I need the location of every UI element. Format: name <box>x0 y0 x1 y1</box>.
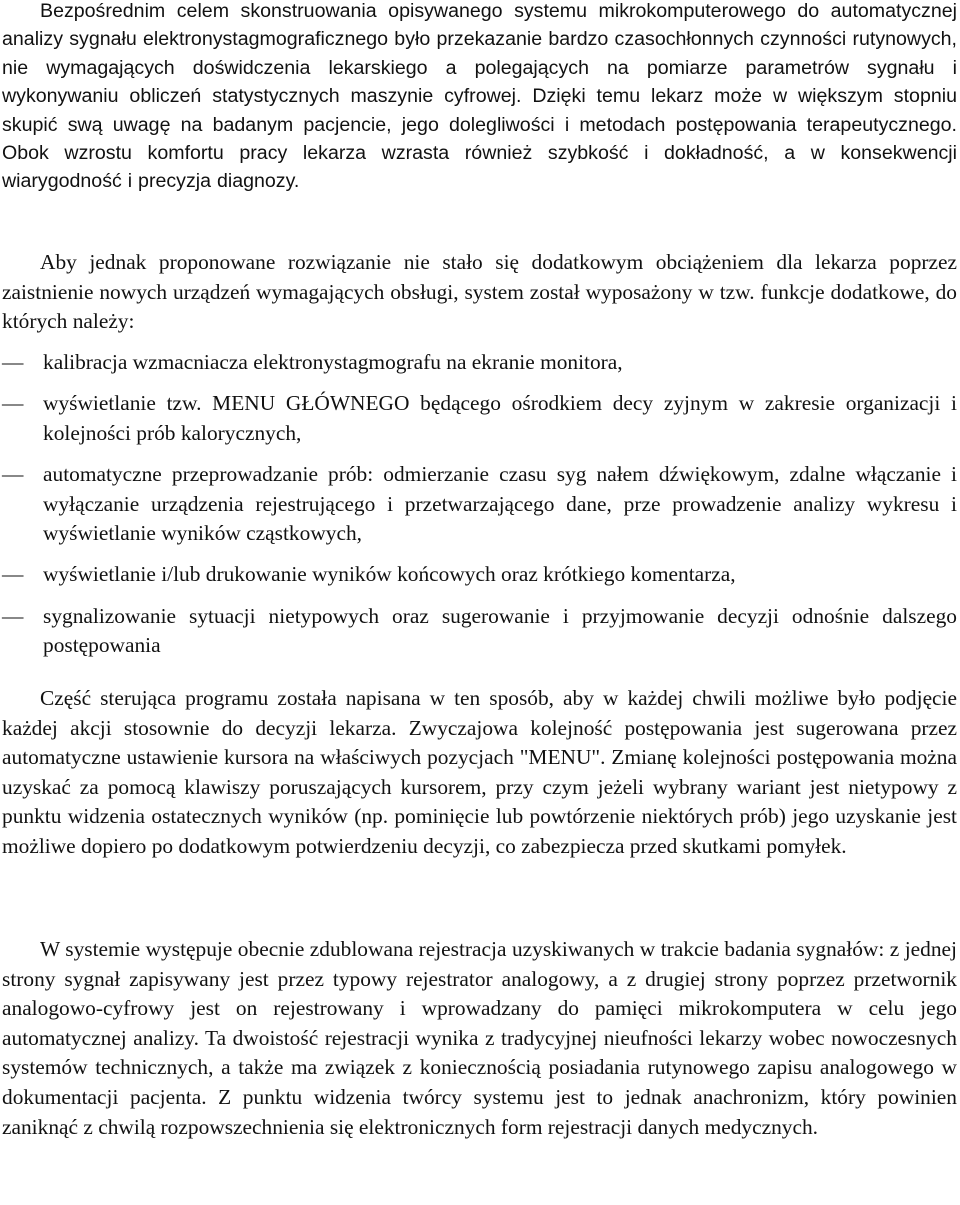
list-dash-marker: — <box>2 391 24 416</box>
list-dash-marker: — <box>2 461 24 486</box>
paragraph-intro: Bezpośrednim celem skonstruowania opisywanego systemu mikrokomputerowego do automatycznej analizy sygnału elektronystagmograficznego było przekazanie bardzo czasochłonnych czynności rutynowych, nie wymagających doświdczenia lekarskiego a polegających na pomiarze parametrów sygnału i wykonywaniu obliczeń statystycznych maszynie cyfrowej. Dzięki temu lekarz może w większym stopniu skupić swą uwagę na badanym pacjencie, jego dolegliwości i metodach postępowania terapeutycznego. Obok wzrostu komfortu pracy lekarza wzrasta również szybkość i dokładność, a w konsekwencji wiarygodność i precyzja diagnozy. <box>2 0 957 193</box>
list-dash-marker: — <box>2 350 24 374</box>
list-dash-marker: — <box>2 562 24 587</box>
list-item <box>2 560 957 590</box>
paragraph-control-program: Część sterująca programu została napisana w ten sposób, aby w każdej chwili możliwe było podjęcie każdej akcji stosownie do decyzji lekarza. Zwyczajowa kolejność postępowania jest sugerowana przez automatyczne ustawienie kursora na właściwych pozycjach "MENU". Zmianę kolejności postępowania można uzyskać za pomocą klawiszy poruszających kursorem, przy czym jeżeli wybrany wariant jest nietypowy z punktu widzenia ostatecznych wyników (np. pominięcie lub powtórzenie niektórych prób) jego uzyskanie jest możliwe dopiero po dodatkowym potwierdzeniu decyzji, co zabezpiecza przed skutkami pomyłek. <box>2 686 957 858</box>
list-item-text: wyświetlanie tzw. MENU GŁÓWNEGO będącego ośrodkiem decy zyjnym w zakresie organizacji i kolejności prób kalorycznych, <box>43 391 957 445</box>
list-item <box>2 348 957 378</box>
paragraph-dual-registration: W systemie występuje obecnie zdublowana rejestracja uzyskiwanych w trakcie badania sygnałów: z jednej strony sygnał zapisywany jest przez typowy rejestrator analogowy, a z drugiej strony poprzez przetwornik analogowo-cyfrowy jest on rejestrowany i wprowadzany do pamięci mikrokomputera w celu jego automatycznej analizy. Ta dwoistość rejestracji wynika z tradycyjnej nieufności lekarzy wobec nowoczesnych systemów technicznych, a także ma związek z koniecznością posiadania rutynowego zapisu analogowego w dokumentacji pacjenta. Z punktu widzenia twórcy systemu jest to jednak anachronizm, który powinien zaniknąć z chwilą rozpowszechnienia się elektronicznych form rejestracji danych medycznych. <box>2 937 957 1139</box>
paragraph-additional-functions: Aby jednak proponowane rozwiązanie nie stało się dodatkowym obciążeniem dla lekarza poprzez zaistnienie nowych urządzeń wymagających obsługi, system został wyposażony w tzw. funkcje dodatkowe, do których należy: <box>2 250 957 334</box>
list-item <box>2 602 957 661</box>
list-item-text: wyświetlanie i/lub drukowanie wyników końcowych oraz krótkiego komentarza, <box>43 562 736 587</box>
list-item-text: sygnalizowanie sytuacji nietypowych oraz sugerowanie i przyjmowanie decyzji odnośnie dalszego postępowania <box>43 603 957 658</box>
list-item <box>2 460 957 549</box>
functions-list <box>2 348 957 672</box>
list-item-text: automatyczne przeprowadzanie prób: odmierzanie czasu syg nałem dźwiękowym, zdalne włączanie i wyłączanie urządzenia rejestrującego i przetwarzającego dane, prze prowadzenie analizy wykresu i wyświetlanie wyników cząstkowych, <box>43 461 957 546</box>
list-item-text: kalibracja wzmacniacza elektronystagmografu na ekranie monitora, <box>43 350 623 374</box>
list-item <box>2 389 957 448</box>
list-dash-marker: — <box>2 603 24 628</box>
